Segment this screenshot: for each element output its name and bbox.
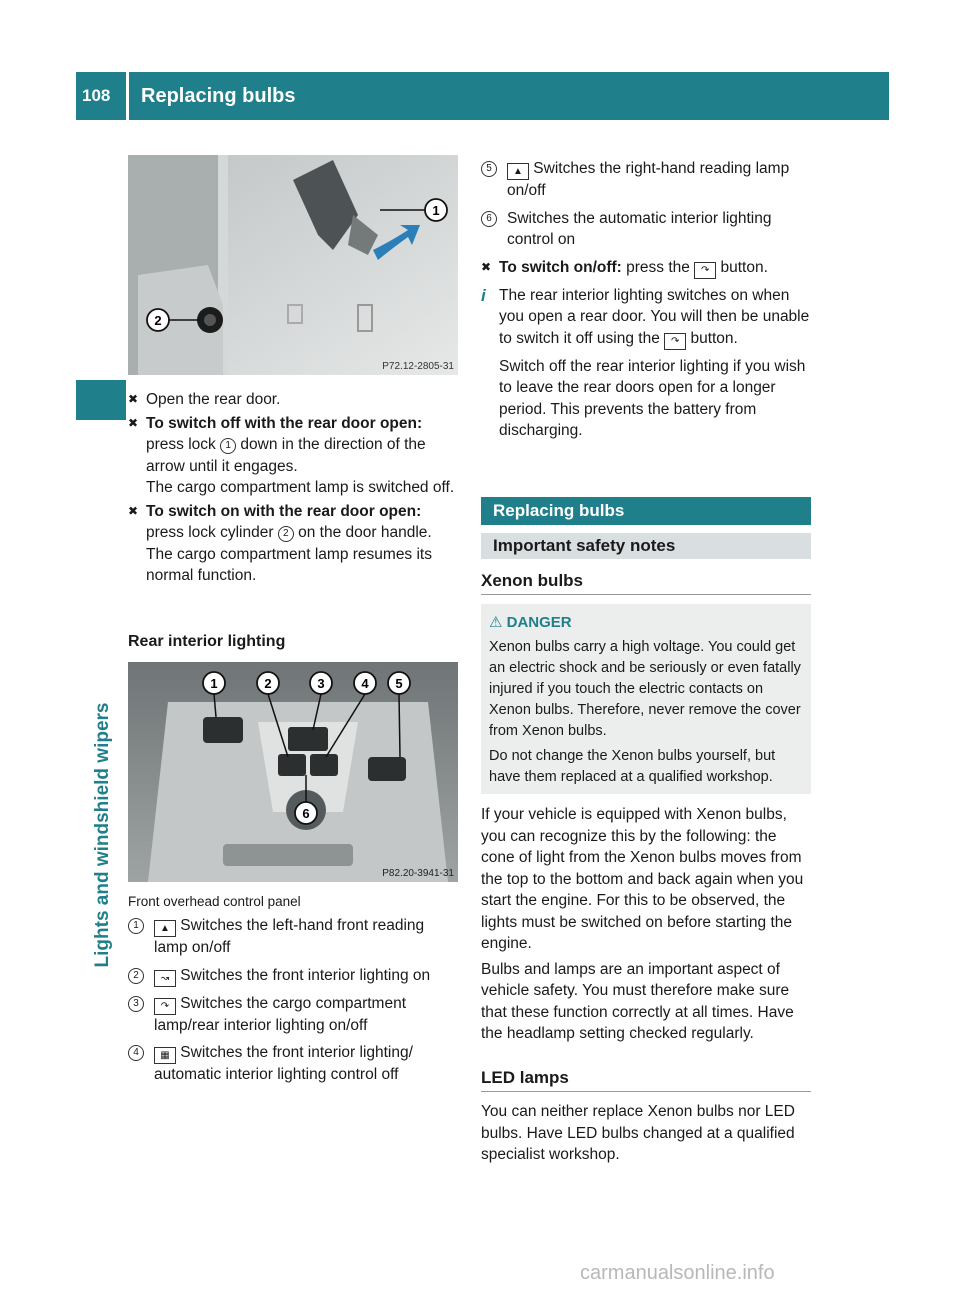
cargo-lamp-icon: ↷ [154,998,176,1015]
info-note [481,285,813,442]
interior-light-icon: ↝ [154,970,176,987]
callout-6-label: 6 [302,806,310,821]
step-switch-off: ✖ To switch off with the rear door open: press lock 1 down in the direction of the arrow until it engages. The cargo compartment lamp is switched off. [128,414,455,496]
info-text-1: The rear interior lighting switches on when you open a rear door. You will then be unable to switch it off using the ↷ button. [499,285,813,350]
figure-overhead-panel [128,662,458,882]
chapter-tab [76,380,126,420]
cargo-lamp-icon: ↷ [664,333,686,350]
legend-item-1: 1 ▲ Switches the left-hand front reading lamp on/off [128,915,462,959]
callout-2-label: 2 [264,676,272,691]
ref-1-icon: 1 [128,918,144,934]
warning-icon: ⚠ [489,614,503,631]
chapter-label: Lights and windshield wipers [92,702,113,968]
danger-title: ⚠ DANGER [489,614,572,631]
info-icon: i [481,285,486,305]
reading-lamp-icon: ▲ [507,163,529,180]
figure-code: P82.20-3941-31 [382,868,454,879]
danger-text-1: Xenon bulbs carry a high voltage. You could get an electric shock and be seriously or even fatally injured if you touch the electric contacts on Xenon bulbs. Therefore, never remove the cover from Xenon bulbs. [489,639,801,739]
step-open-door: ✖ Open the rear door. [128,389,460,411]
danger-box [481,604,811,794]
page-title: Replacing bulbs [129,72,889,120]
danger-text-2: Do not change the Xenon bulbs yourself, but have them replaced at a qualified workshop. [489,748,776,785]
xenon-paragraph-1: If your vehicle is equipped with Xenon bulbs, you can recognize this by the following: the cone of light from the Xenon bulbs moves from the top to the bottom and back again when you start the engine. For this to be observed, the lights must be switched on before starting the engine. [481,806,804,952]
legend-item-3: 3 ↷ Switches the cargo compartment lamp/rear interior lighting on/off [128,993,462,1037]
led-heading: LED lamps [481,1068,811,1092]
subsection-heading: Important safety notes [481,533,811,559]
step-arrow-icon: ✖ [128,415,139,430]
ref-6-icon: 6 [481,211,497,227]
ref-3-icon: 3 [128,996,144,1012]
step-switch-on: ✖ To switch on with the rear door open: press lock cylinder 2 on the door handle. The cargo compartment lamp resumes its normal function. [128,502,432,584]
ref-2-icon: 2 [128,968,144,984]
figure-rear-door-lock [128,155,458,375]
led-paragraph: You can neither replace Xenon bulbs nor LED bulbs. Have LED bulbs changed at a qualified specialist workshop. [481,1103,795,1163]
page-number: 108 [76,72,126,120]
ref-5-icon: 5 [481,161,497,177]
callout-4-label: 4 [361,676,369,691]
step-arrow-icon: ✖ [481,259,492,274]
auto-off-icon: ▦ [154,1047,176,1064]
section-heading: Replacing bulbs [481,497,811,525]
watermark: carmanualsonline.info [580,1262,775,1284]
callout-3-label: 3 [317,676,325,691]
ref-4-icon: 4 [128,1045,144,1061]
callout-5-label: 5 [395,676,403,691]
xenon-heading: Xenon bulbs [481,571,811,595]
figure-code: P72.12-2805-31 [382,361,454,372]
info-text-2: Switch off the rear interior lighting if you wish to leave the rear doors open for a longer period. This prevents the battery from discharging. [499,357,806,439]
legend-item-5: 5 ▲ Switches the right-hand reading lamp on/off [481,158,813,202]
cargo-lamp-icon: ↷ [694,262,716,279]
reading-lamp-icon: ▲ [154,920,176,937]
ref-1-icon: 1 [220,438,236,454]
step-arrow-icon: ✖ [128,503,139,518]
rear-interior-heading: Rear interior lighting [128,633,286,650]
step-switch-on-off: ✖ To switch on/off: press the ↷ button. [481,257,813,279]
legend-item-2: 2 ↝ Switches the front interior lighting on [128,965,462,987]
callout-1-label: 1 [432,203,440,218]
figure-caption: Front overhead control panel [128,894,301,909]
callout-2-label: 2 [154,313,162,328]
ref-2-icon: 2 [278,526,294,542]
step-arrow-icon: ✖ [128,392,139,406]
legend-item-4: 4 ▦ Switches the front interior lighting/ automatic interior lighting control off [128,1042,462,1086]
callout-1-label: 1 [210,676,218,691]
xenon-paragraph-2: Bulbs and lamps are an important aspect of vehicle safety. You must therefore make sure that these function correctly at all times. Have the headlamp setting checked regularly. [481,960,794,1042]
legend-item-6: 6 Switches the automatic interior lighting control on [481,208,813,251]
